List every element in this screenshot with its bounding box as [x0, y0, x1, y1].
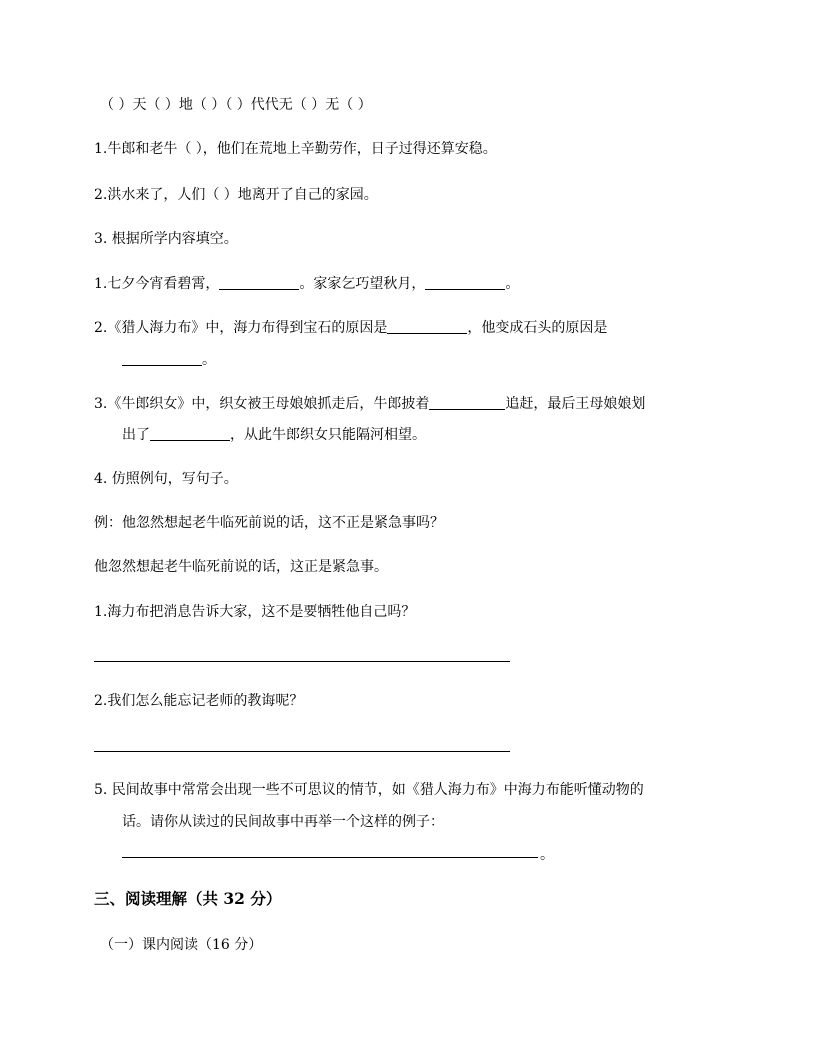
poem-text-2: 。家家乞巧望秋月， [299, 276, 426, 292]
niulang-fill-line [94, 393, 736, 415]
poem-text-1: 1.七夕今宵看碧霄， [94, 276, 220, 292]
hailibu-fill-line [94, 317, 736, 339]
answer-line[interactable] [122, 857, 538, 858]
blank[interactable] [122, 351, 202, 366]
idiom-fill-row: （ ）天（ ）地（ ）（ ）代代无（ ）无（ ） [100, 97, 372, 113]
blank[interactable] [425, 275, 505, 290]
question-2-line: 2.洪水来了，人们（ ）地离开了自己的家园。 [94, 187, 378, 203]
hailibu-text-1: 2.《猎人海力布》中，海力布得到宝石的原因是 [94, 320, 388, 336]
blank[interactable] [429, 395, 505, 410]
niulang-text-1: 3.《牛郎织女》中，织女被王母娘娘抓走后，牛郎披着 [94, 396, 430, 412]
reading-heading: 三、阅读理解（共 32 分） [94, 889, 282, 908]
hailibu-text-3: 。 [202, 352, 216, 368]
section-4-title: 4. 仿照例句，写句子。 [94, 471, 238, 487]
question-1-line: 1.牛郎和老牛（ ），他们在荒地上辛勤劳作，日子过得还算安稳。 [94, 141, 497, 157]
hailibu-text-2: ，他变成石头的原因是 [467, 320, 608, 336]
blank[interactable] [150, 426, 230, 441]
answer-end-period: 。 [540, 847, 554, 863]
niulang-text-4: ，从此牛郎织女只能隔河相望。 [230, 427, 426, 443]
blank[interactable] [219, 275, 299, 290]
poem-fill-line [94, 273, 736, 295]
rewrite-question-1: 1.海力布把消息告诉大家，这不是要牺牲他自己吗？ [94, 604, 416, 620]
example-answer: 他忽然想起老牛临死前说的话，这正是紧急事。 [94, 559, 388, 575]
section-5-question: 5. 民间故事中常常会出现一些不可思议的情节，如《猎人海力布》中海力布能听懂动物的 [94, 782, 644, 798]
blank[interactable] [387, 319, 467, 334]
in-class-reading-subheading: （一）课内阅读（16 分） [100, 937, 263, 953]
answer-line[interactable] [94, 751, 510, 752]
section-5-question-cont: 话。请你从读过的民间故事中再举一个这样的例子： [122, 814, 444, 830]
hailibu-fill-line-cont [122, 349, 736, 371]
poem-text-3: 。 [505, 276, 520, 292]
section-3-title: 3. 根据所学内容填空。 [94, 231, 238, 247]
niulang-text-3: 出了 [122, 427, 150, 443]
example-question: 例：他忽然想起老牛临死前说的话，这不正是紧急事吗？ [94, 515, 444, 531]
rewrite-question-2: 2.我们怎么能忘记老师的教诲呢？ [94, 693, 304, 709]
answer-line[interactable] [94, 661, 510, 662]
niulang-fill-line-cont [122, 424, 736, 446]
niulang-text-2: 追赶，最后王母娘娘划 [505, 396, 646, 412]
